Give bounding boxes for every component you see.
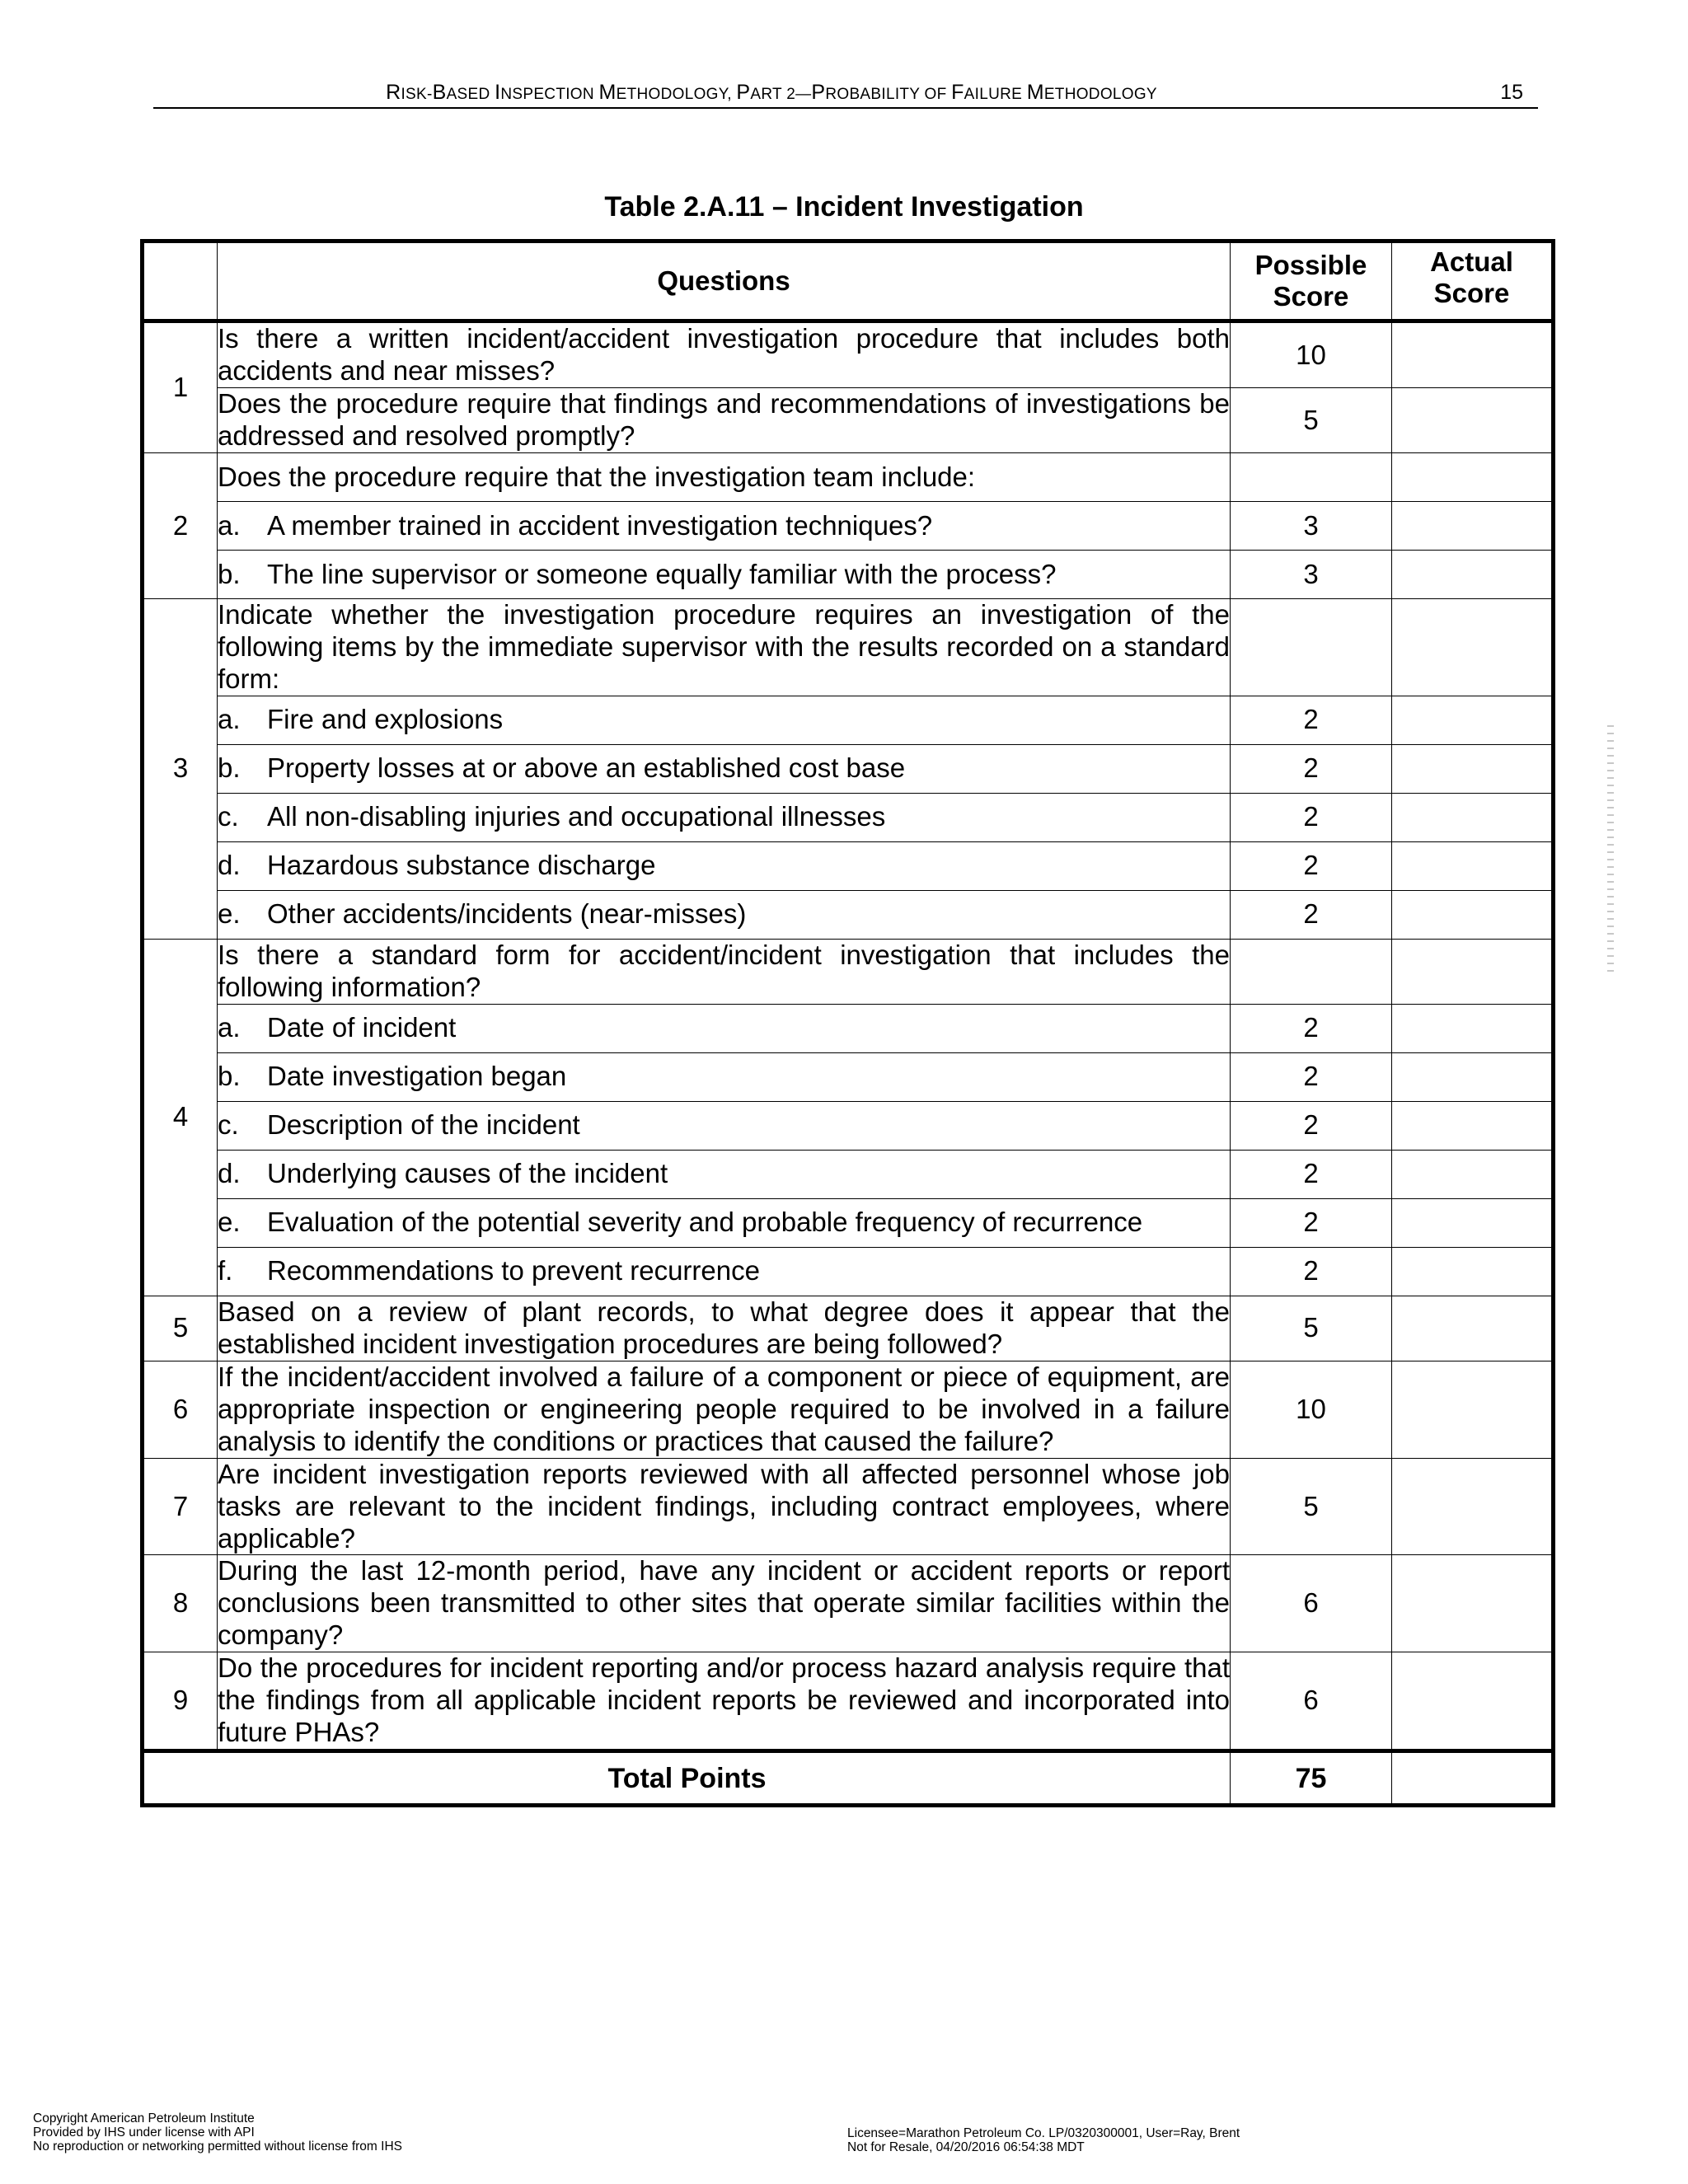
running-title-smallcaps: ETHODOLOGY, <box>616 86 737 103</box>
footer-right-line: Licensee=Marathon Petroleum Co. LP/0320300001, User=Ray, Brent <box>847 2126 1240 2140</box>
footer-left-line: Copyright American Petroleum Institute <box>33 2111 255 2125</box>
sub-question-cell <box>218 793 1231 841</box>
footer-left-line: No reproduction or networking permitted without license from IHS <box>33 2139 402 2154</box>
running-title-smallcaps: ISK- <box>401 86 433 103</box>
sub-question-text: Evaluation of the potential severity and probable frequency of recurrence <box>267 1207 1143 1238</box>
actual-score-cell <box>1392 841 1554 890</box>
possible-score: 6 <box>1231 1555 1392 1652</box>
actual-score-cell <box>1392 1101 1554 1150</box>
actual-score-cell <box>1392 696 1554 744</box>
running-title <box>153 81 1390 105</box>
question-number: 5 <box>143 1296 218 1361</box>
sub-question-cell <box>218 1150 1231 1198</box>
table-row <box>143 502 1554 551</box>
sub-question-letter: c. <box>218 801 239 832</box>
sub-question-cell <box>218 841 1231 890</box>
sub-question-text: Property losses at or above an established cost base <box>267 752 906 784</box>
sub-question-cell <box>218 1198 1231 1247</box>
actual-score-cell <box>1392 1555 1554 1652</box>
footer-right-line: Not for Resale, 04/20/2016 06:54:38 MDT <box>847 2140 1085 2154</box>
actual-score-cell <box>1392 939 1554 1004</box>
table-row <box>143 1101 1554 1150</box>
table-row <box>143 1555 1554 1652</box>
possible-score: 2 <box>1231 841 1392 890</box>
running-title-smallcaps: ROBABILITY OF <box>825 86 952 103</box>
table-row <box>143 1052 1554 1101</box>
sub-question-text: Other accidents/incidents (near-misses) <box>267 898 747 930</box>
possible-score: 2 <box>1231 890 1392 939</box>
table-row <box>143 1296 1554 1361</box>
table-row <box>143 1458 1554 1555</box>
actual-score-cell <box>1392 551 1554 599</box>
running-title-smallcaps: ASED <box>446 86 495 103</box>
question-text: Are incident investigation reports reviewed with all affected personnel whose job tasks are relevant to the incident findings, including contract employees, where applicable? <box>218 1458 1231 1555</box>
table-row <box>143 890 1554 939</box>
sub-question-letter: c. <box>218 1109 239 1141</box>
running-title-smallcaps: ART 2— <box>750 86 812 103</box>
actual-score-cell <box>1392 453 1554 502</box>
table-header-row <box>143 241 1554 321</box>
table-row <box>143 388 1554 453</box>
incident-investigation-table <box>140 239 1555 1807</box>
sub-question-cell <box>218 1052 1231 1101</box>
question-number: 1 <box>143 321 218 453</box>
question-text: Do the procedures for incident reporting and/or process hazard analysis require that the findings from all applicable incident reports be reviewed and incorporated into future PHAs? <box>218 1652 1231 1751</box>
running-title-cap: B <box>432 81 447 104</box>
sub-question-text: All non-disabling injuries and occupational illnesses <box>267 801 886 832</box>
running-title-cap: P <box>811 81 826 104</box>
actual-score-cell <box>1392 1247 1554 1296</box>
header-number-cell <box>143 241 218 321</box>
sub-question-cell <box>218 1004 1231 1052</box>
total-actual-score <box>1392 1751 1554 1806</box>
sub-question-letter: d. <box>218 1158 241 1189</box>
header-questions: Questions <box>218 241 1231 321</box>
running-title-smallcaps: ETHODOLOGY <box>1043 86 1157 103</box>
sub-question-text: Recommendations to prevent recurrence <box>267 1255 760 1286</box>
running-title-cap: F <box>951 81 964 104</box>
sub-question-letter: a. <box>218 509 241 541</box>
question-text: Indicate whether the investigation procedure requires an investigation of the following items by the immediate supervisor with the results recorded on a standard form: <box>218 599 1231 696</box>
possible-score: 5 <box>1231 388 1392 453</box>
table-row <box>143 1150 1554 1198</box>
question-number: 3 <box>143 599 218 940</box>
table-row <box>143 1198 1554 1247</box>
actual-score-cell <box>1392 1361 1554 1458</box>
actual-score-cell <box>1392 1150 1554 1198</box>
running-title-cap: M <box>598 81 617 104</box>
sub-question-letter: b. <box>218 558 241 589</box>
sub-question-text: Underlying causes of the incident <box>267 1158 668 1189</box>
question-text: Does the procedure require that the investigation team include: <box>218 453 1231 502</box>
question-number: 6 <box>143 1361 218 1458</box>
sub-question-cell <box>218 1247 1231 1296</box>
possible-score: 2 <box>1231 793 1392 841</box>
table-row <box>143 939 1554 1004</box>
sub-question-cell <box>218 502 1231 551</box>
sub-question-cell <box>218 551 1231 599</box>
sub-question-letter: d. <box>218 850 241 881</box>
actual-score-cell <box>1392 793 1554 841</box>
running-title-cap: R <box>386 81 401 104</box>
sub-question-letter: e. <box>218 1207 241 1238</box>
sub-question-text: The line supervisor or someone equally familiar with the process? <box>267 558 1057 589</box>
sub-question-text: Description of the incident <box>267 1109 580 1141</box>
possible-score <box>1231 453 1392 502</box>
question-number: 2 <box>143 453 218 599</box>
possible-score: 10 <box>1231 1361 1392 1458</box>
total-label: Total Points <box>143 1751 1231 1806</box>
table-row <box>143 551 1554 599</box>
sub-question-cell <box>218 744 1231 793</box>
actual-score-cell <box>1392 1198 1554 1247</box>
actual-score-cell <box>1392 1652 1554 1751</box>
running-title-smallcaps: NSPECTION <box>500 86 599 103</box>
sub-question-text: Fire and explosions <box>267 704 504 735</box>
possible-score: 2 <box>1231 1101 1392 1150</box>
running-title-cap: P <box>736 81 751 104</box>
footer-left <box>33 2111 402 2154</box>
possible-score: 2 <box>1231 1004 1392 1052</box>
question-text: Is there a written incident/accident investigation procedure that includes both accidents and near misses? <box>218 321 1231 388</box>
sub-question-cell <box>218 890 1231 939</box>
question-number: 7 <box>143 1458 218 1555</box>
total-possible-score: 75 <box>1231 1751 1392 1806</box>
table-row <box>143 1247 1554 1296</box>
table-caption: Table 2.A.11 – Incident Investigation <box>604 191 1084 223</box>
header-possible-line2: Score <box>1273 281 1349 312</box>
question-number: 8 <box>143 1555 218 1652</box>
running-title-smallcaps: AILURE <box>964 86 1027 103</box>
possible-score: 2 <box>1231 1150 1392 1198</box>
table-body <box>143 321 1554 1751</box>
sub-question-cell <box>218 696 1231 744</box>
sub-question-letter: b. <box>218 1061 241 1092</box>
possible-score: 2 <box>1231 744 1392 793</box>
table-row <box>143 793 1554 841</box>
question-text: During the last 12-month period, have any incident or accident reports or report conclusions been transmitted to other sites that operate similar facilities within the company? <box>218 1555 1231 1652</box>
sub-question-text: A member trained in accident investigation techniques? <box>267 509 933 541</box>
footer-left-line: Provided by IHS under license with API <box>33 2125 255 2139</box>
side-scan-mark <box>1607 725 1614 972</box>
header-actual-score <box>1392 241 1554 321</box>
table-row <box>143 1361 1554 1458</box>
table-row <box>143 321 1554 388</box>
sub-question-letter: b. <box>218 752 241 784</box>
possible-score: 2 <box>1231 696 1392 744</box>
question-text: If the incident/accident involved a failure of a component or piece of equipment, are appropriate inspection or engineering people required to be involved in a failure analysis to identify the conditions or practices that caused the failure? <box>218 1361 1231 1458</box>
possible-score: 2 <box>1231 1052 1392 1101</box>
actual-score-cell <box>1392 1004 1554 1052</box>
footer-right <box>847 2126 1240 2154</box>
question-text: Is there a standard form for accident/incident investigation that includes the following information? <box>218 939 1231 1004</box>
question-text: Does the procedure require that findings and recommendations of investigations be addressed and resolved promptly? <box>218 388 1231 453</box>
possible-score <box>1231 599 1392 696</box>
sub-question-text: Date of incident <box>267 1012 457 1043</box>
actual-score-cell <box>1392 1052 1554 1101</box>
actual-score-cell <box>1392 1458 1554 1555</box>
possible-score: 3 <box>1231 502 1392 551</box>
table-row <box>143 599 1554 696</box>
header-actual-line1: Actual <box>1430 246 1513 277</box>
table-row <box>143 744 1554 793</box>
question-number: 9 <box>143 1652 218 1751</box>
table-row <box>143 1004 1554 1052</box>
possible-score: 5 <box>1231 1458 1392 1555</box>
actual-score-cell <box>1392 502 1554 551</box>
actual-score-cell <box>1392 388 1554 453</box>
sub-question-text: Date investigation began <box>267 1061 567 1092</box>
sub-question-letter: a. <box>218 704 241 735</box>
actual-score-cell <box>1392 321 1554 388</box>
sub-question-text: Hazardous substance discharge <box>267 850 656 881</box>
header-possible-score <box>1231 241 1392 321</box>
actual-score-cell <box>1392 1296 1554 1361</box>
actual-score-cell <box>1392 599 1554 696</box>
possible-score <box>1231 939 1392 1004</box>
page-number: 15 <box>1500 81 1523 104</box>
possible-score: 10 <box>1231 321 1392 388</box>
possible-score: 3 <box>1231 551 1392 599</box>
sub-question-letter: e. <box>218 898 241 930</box>
question-number: 4 <box>143 939 218 1296</box>
running-title-cap: M <box>1026 81 1044 104</box>
actual-score-cell <box>1392 744 1554 793</box>
sub-question-letter: f. <box>218 1255 233 1286</box>
table-row <box>143 841 1554 890</box>
sub-question-cell <box>218 1101 1231 1150</box>
possible-score: 2 <box>1231 1247 1392 1296</box>
sub-question-letter: a. <box>218 1012 241 1043</box>
header-actual-line2: Score <box>1433 277 1510 308</box>
header-possible-line1: Possible <box>1254 250 1367 281</box>
total-row <box>143 1751 1554 1806</box>
actual-score-cell <box>1392 890 1554 939</box>
possible-score: 6 <box>1231 1652 1392 1751</box>
running-header <box>153 79 1538 109</box>
possible-score: 5 <box>1231 1296 1392 1361</box>
possible-score: 2 <box>1231 1198 1392 1247</box>
question-text: Based on a review of plant records, to what degree does it appear that the established incident investigation procedures are being followed? <box>218 1296 1231 1361</box>
table-row <box>143 696 1554 744</box>
table-row <box>143 453 1554 502</box>
running-title-cap: I <box>495 81 501 104</box>
table-row <box>143 1652 1554 1751</box>
